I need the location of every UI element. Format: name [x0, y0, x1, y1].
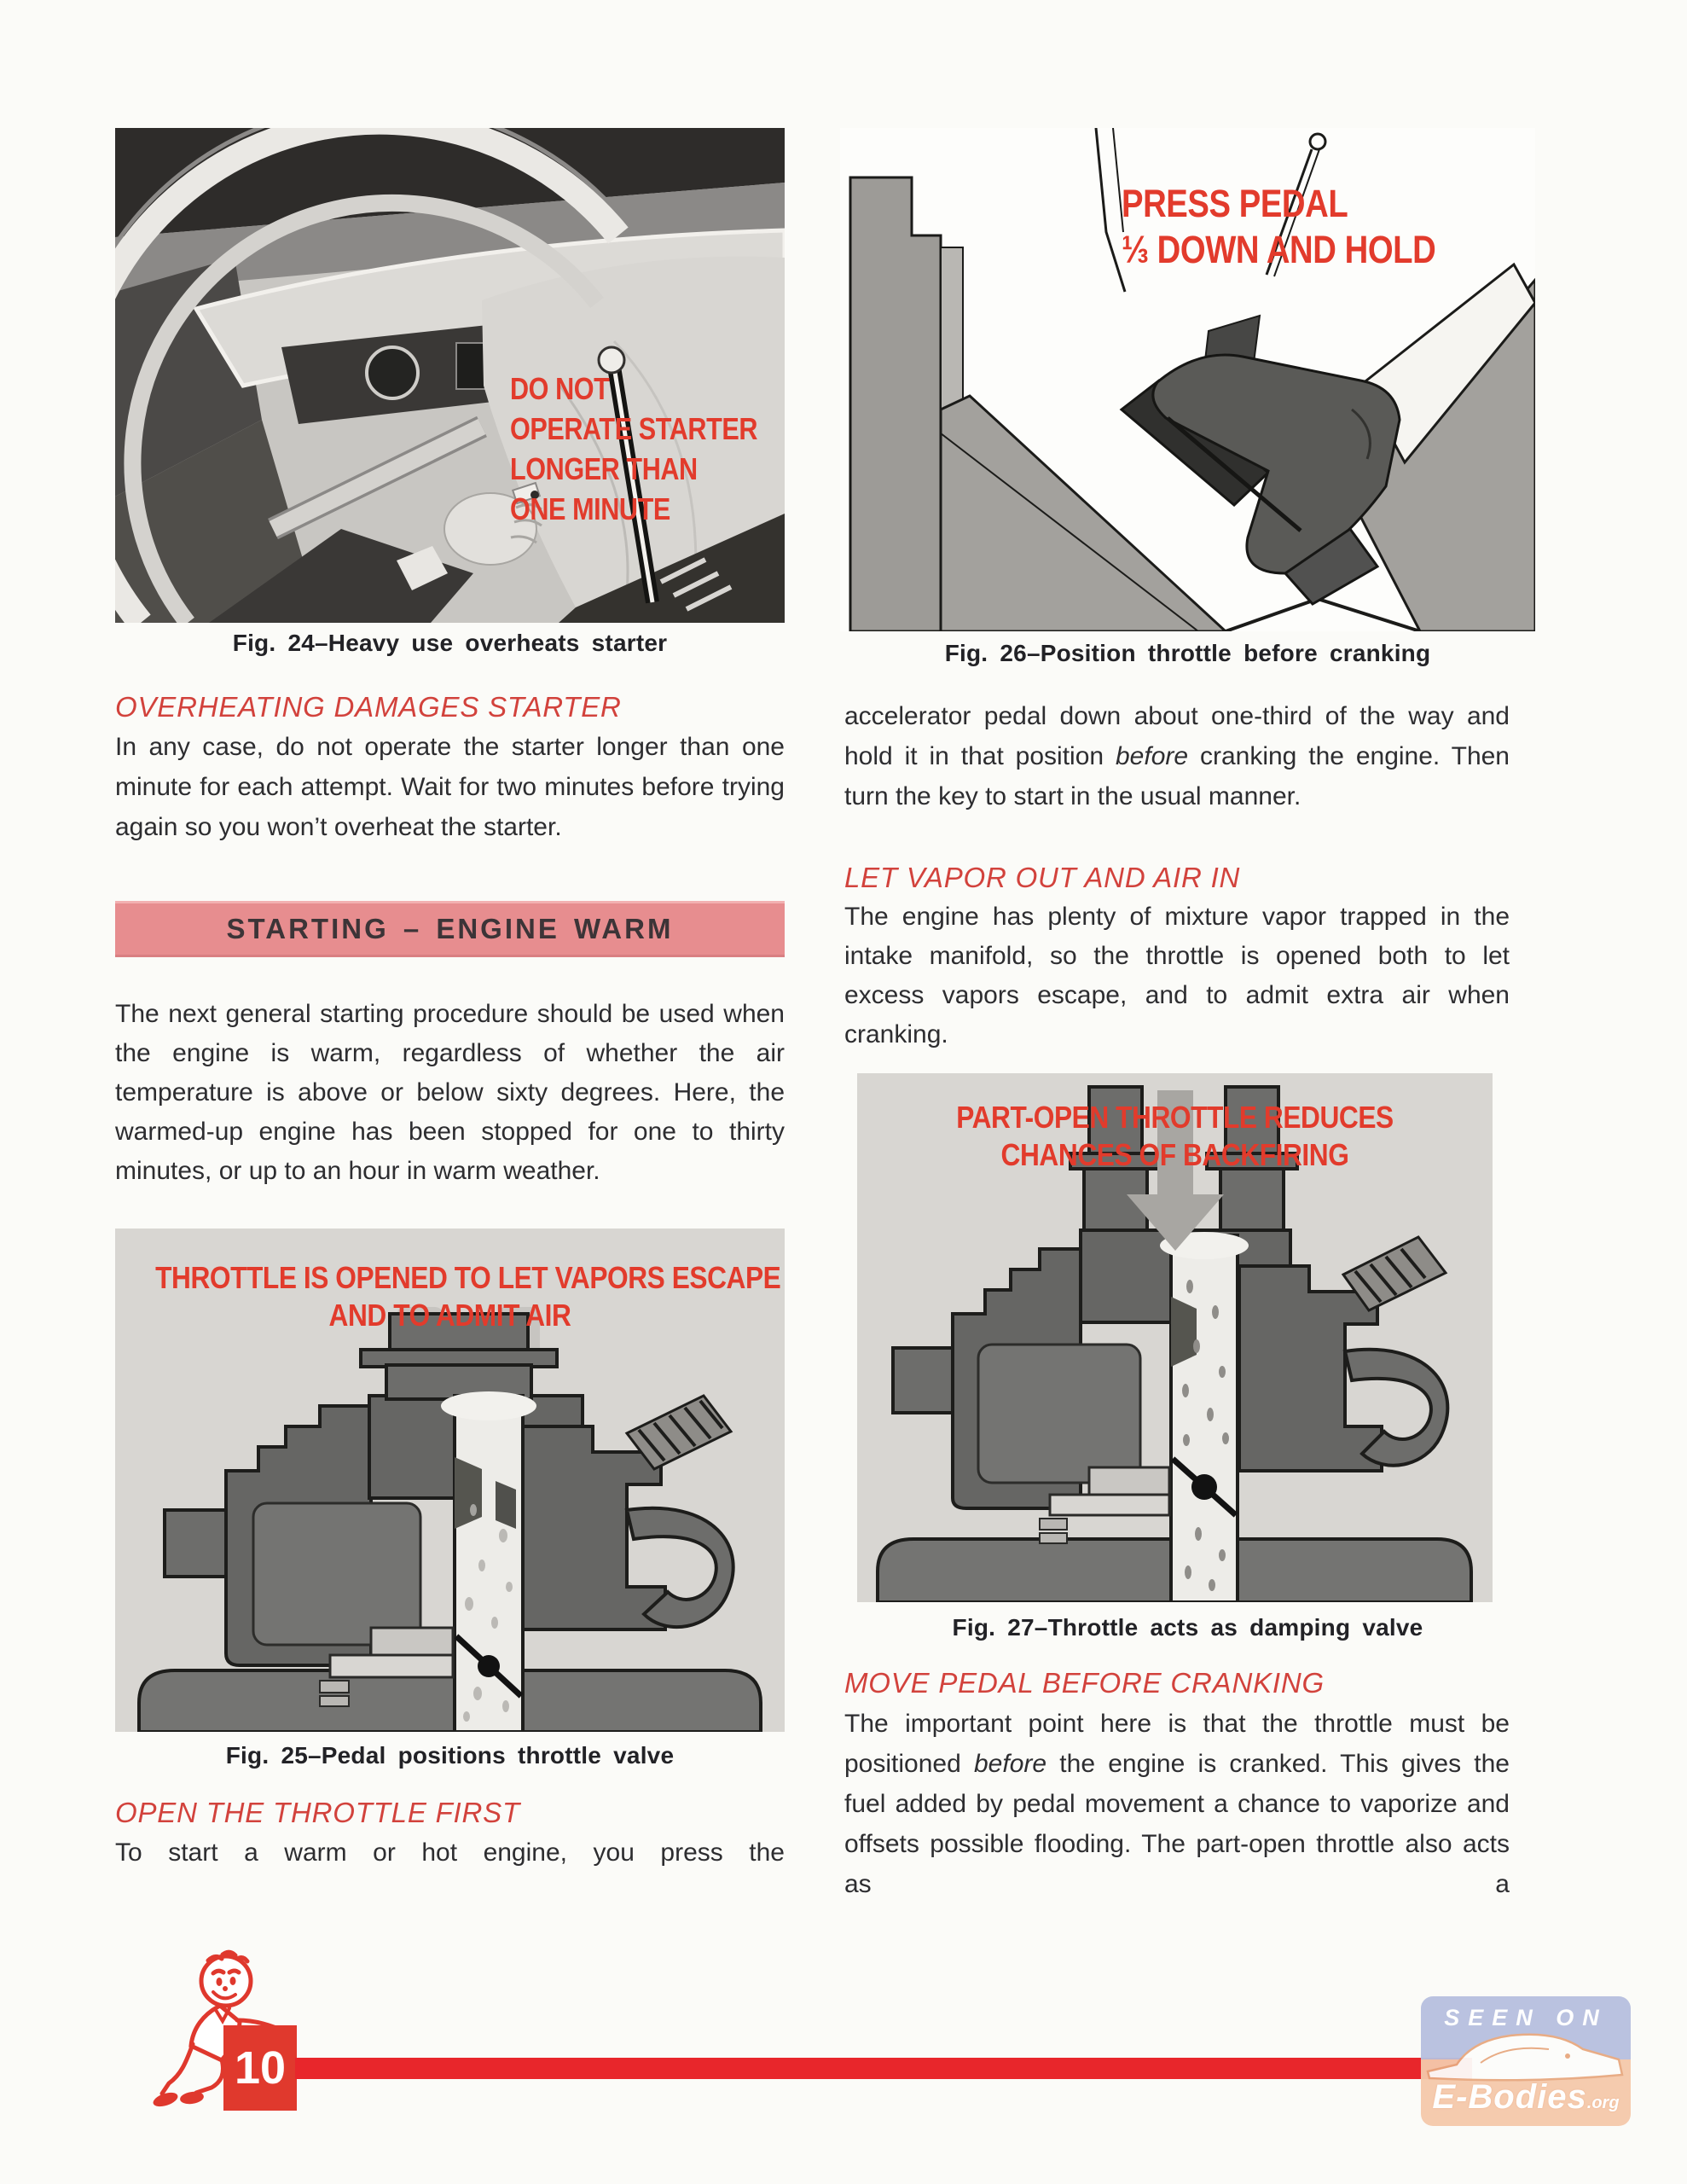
label-line: CHANCES OF BACKFIRING [1000, 1137, 1349, 1172]
paragraph-segment: the engine is cranked. This gives the fuel added by pedal movement a chance to vaporize and offsets possible flooding. The part-open throttle also acts as a [844, 1750, 1510, 1898]
paragraph: The engine has plenty of mixture vapor trapped in the intake manifold, so the throttle is opened both to let excess vapors escape, and to admit extra air when cranking. [844, 903, 1510, 1048]
label-line: THROTTLE IS OPENED TO LET VAPORS ESCAPE [155, 1260, 781, 1295]
watermark-seen-on-label: SEEN ON [1444, 2005, 1608, 2030]
paragraph-segment-italic: before [1115, 742, 1189, 770]
paragraph [844, 696, 1510, 816]
pedal-instruction-text [1122, 181, 1491, 273]
paragraph: To start a warm or hot engine, you press the [115, 1838, 785, 1867]
label-line: PART-OPEN THROTTLE REDUCES [956, 1100, 1394, 1135]
instruction-line: ⅓ DOWN AND HOLD [1122, 228, 1436, 271]
paragraph-segment: cranking the engine. Then turn the key to start in the usual manner. [844, 742, 1510, 810]
footer-rule-bar [295, 2058, 1472, 2079]
section-heading-overheating: OVERHEATING DAMAGES STARTER [115, 691, 622, 723]
paragraph: In any case, do not operate the starter longer than one minute for each attempt. Wait for two minutes before trying again so you won’t overheat the starter. [115, 733, 785, 841]
paragraph: The next general starting procedure should be used when the engine is warm, regardless of whether the air temperature is above or below sixty degrees. Here, the warmed-up engine has been stopped for one to thirty minutes, or up to an hour in warm weather. [115, 1000, 785, 1185]
watermark-ebodies-label [1421, 2078, 1631, 2117]
label-line: AND TO ADMIT AIR [328, 1298, 571, 1333]
carburetor-label-text [857, 1099, 1493, 1174]
section-heading-open-throttle: OPEN THE THROTTLE FIRST [115, 1797, 520, 1828]
figure-27-caption: Fig. 27–Throttle acts as damping valve [952, 1614, 1423, 1641]
watermark-brand: E-Bodies [1432, 2078, 1587, 2116]
carburetor-label-text [115, 1259, 785, 1334]
warning-line: LONGER THAN [510, 451, 698, 486]
paragraph-segment-italic: before [974, 1750, 1047, 1778]
figure-25-caption: Fig. 25–Pedal positions throttle valve [225, 1742, 675, 1769]
watermark-suffix: .org [1586, 2094, 1620, 2112]
section-banner-starting-engine-warm: STARTING – ENGINE WARM [115, 901, 785, 957]
watermark-badge [1421, 1996, 1631, 2126]
warning-line: DO NOT [510, 371, 610, 406]
warning-line: ONE MINUTE [510, 491, 670, 526]
figure-24-starter-photo [115, 128, 785, 623]
warning-line: OPERATE STARTER [510, 411, 758, 446]
figure-26-caption: Fig. 26–Position throttle before cranking [944, 640, 1431, 666]
paragraph-segment: accelerator pedal down about one-third of the way and hold it in that position [844, 702, 1510, 770]
section-heading-let-vapor-out: LET VAPOR OUT AND AIR IN [844, 862, 1241, 893]
figure-27-carburetor-illustration [857, 1073, 1493, 1602]
photo-warning-text [510, 369, 785, 529]
page-number-badge: 10 [223, 2025, 297, 2111]
figure-24-caption: Fig. 24–Heavy use overheats starter [232, 630, 668, 656]
instruction-line: PRESS PEDAL [1122, 182, 1348, 225]
paragraph-segment: The important point here is that the throttle must be positioned [844, 1710, 1510, 1778]
paragraph [844, 1704, 1510, 1904]
figure-25-carburetor-illustration [115, 1228, 785, 1732]
section-heading-move-pedal: MOVE PEDAL BEFORE CRANKING [844, 1667, 1325, 1699]
figure-26-pedal-illustration [840, 128, 1535, 631]
